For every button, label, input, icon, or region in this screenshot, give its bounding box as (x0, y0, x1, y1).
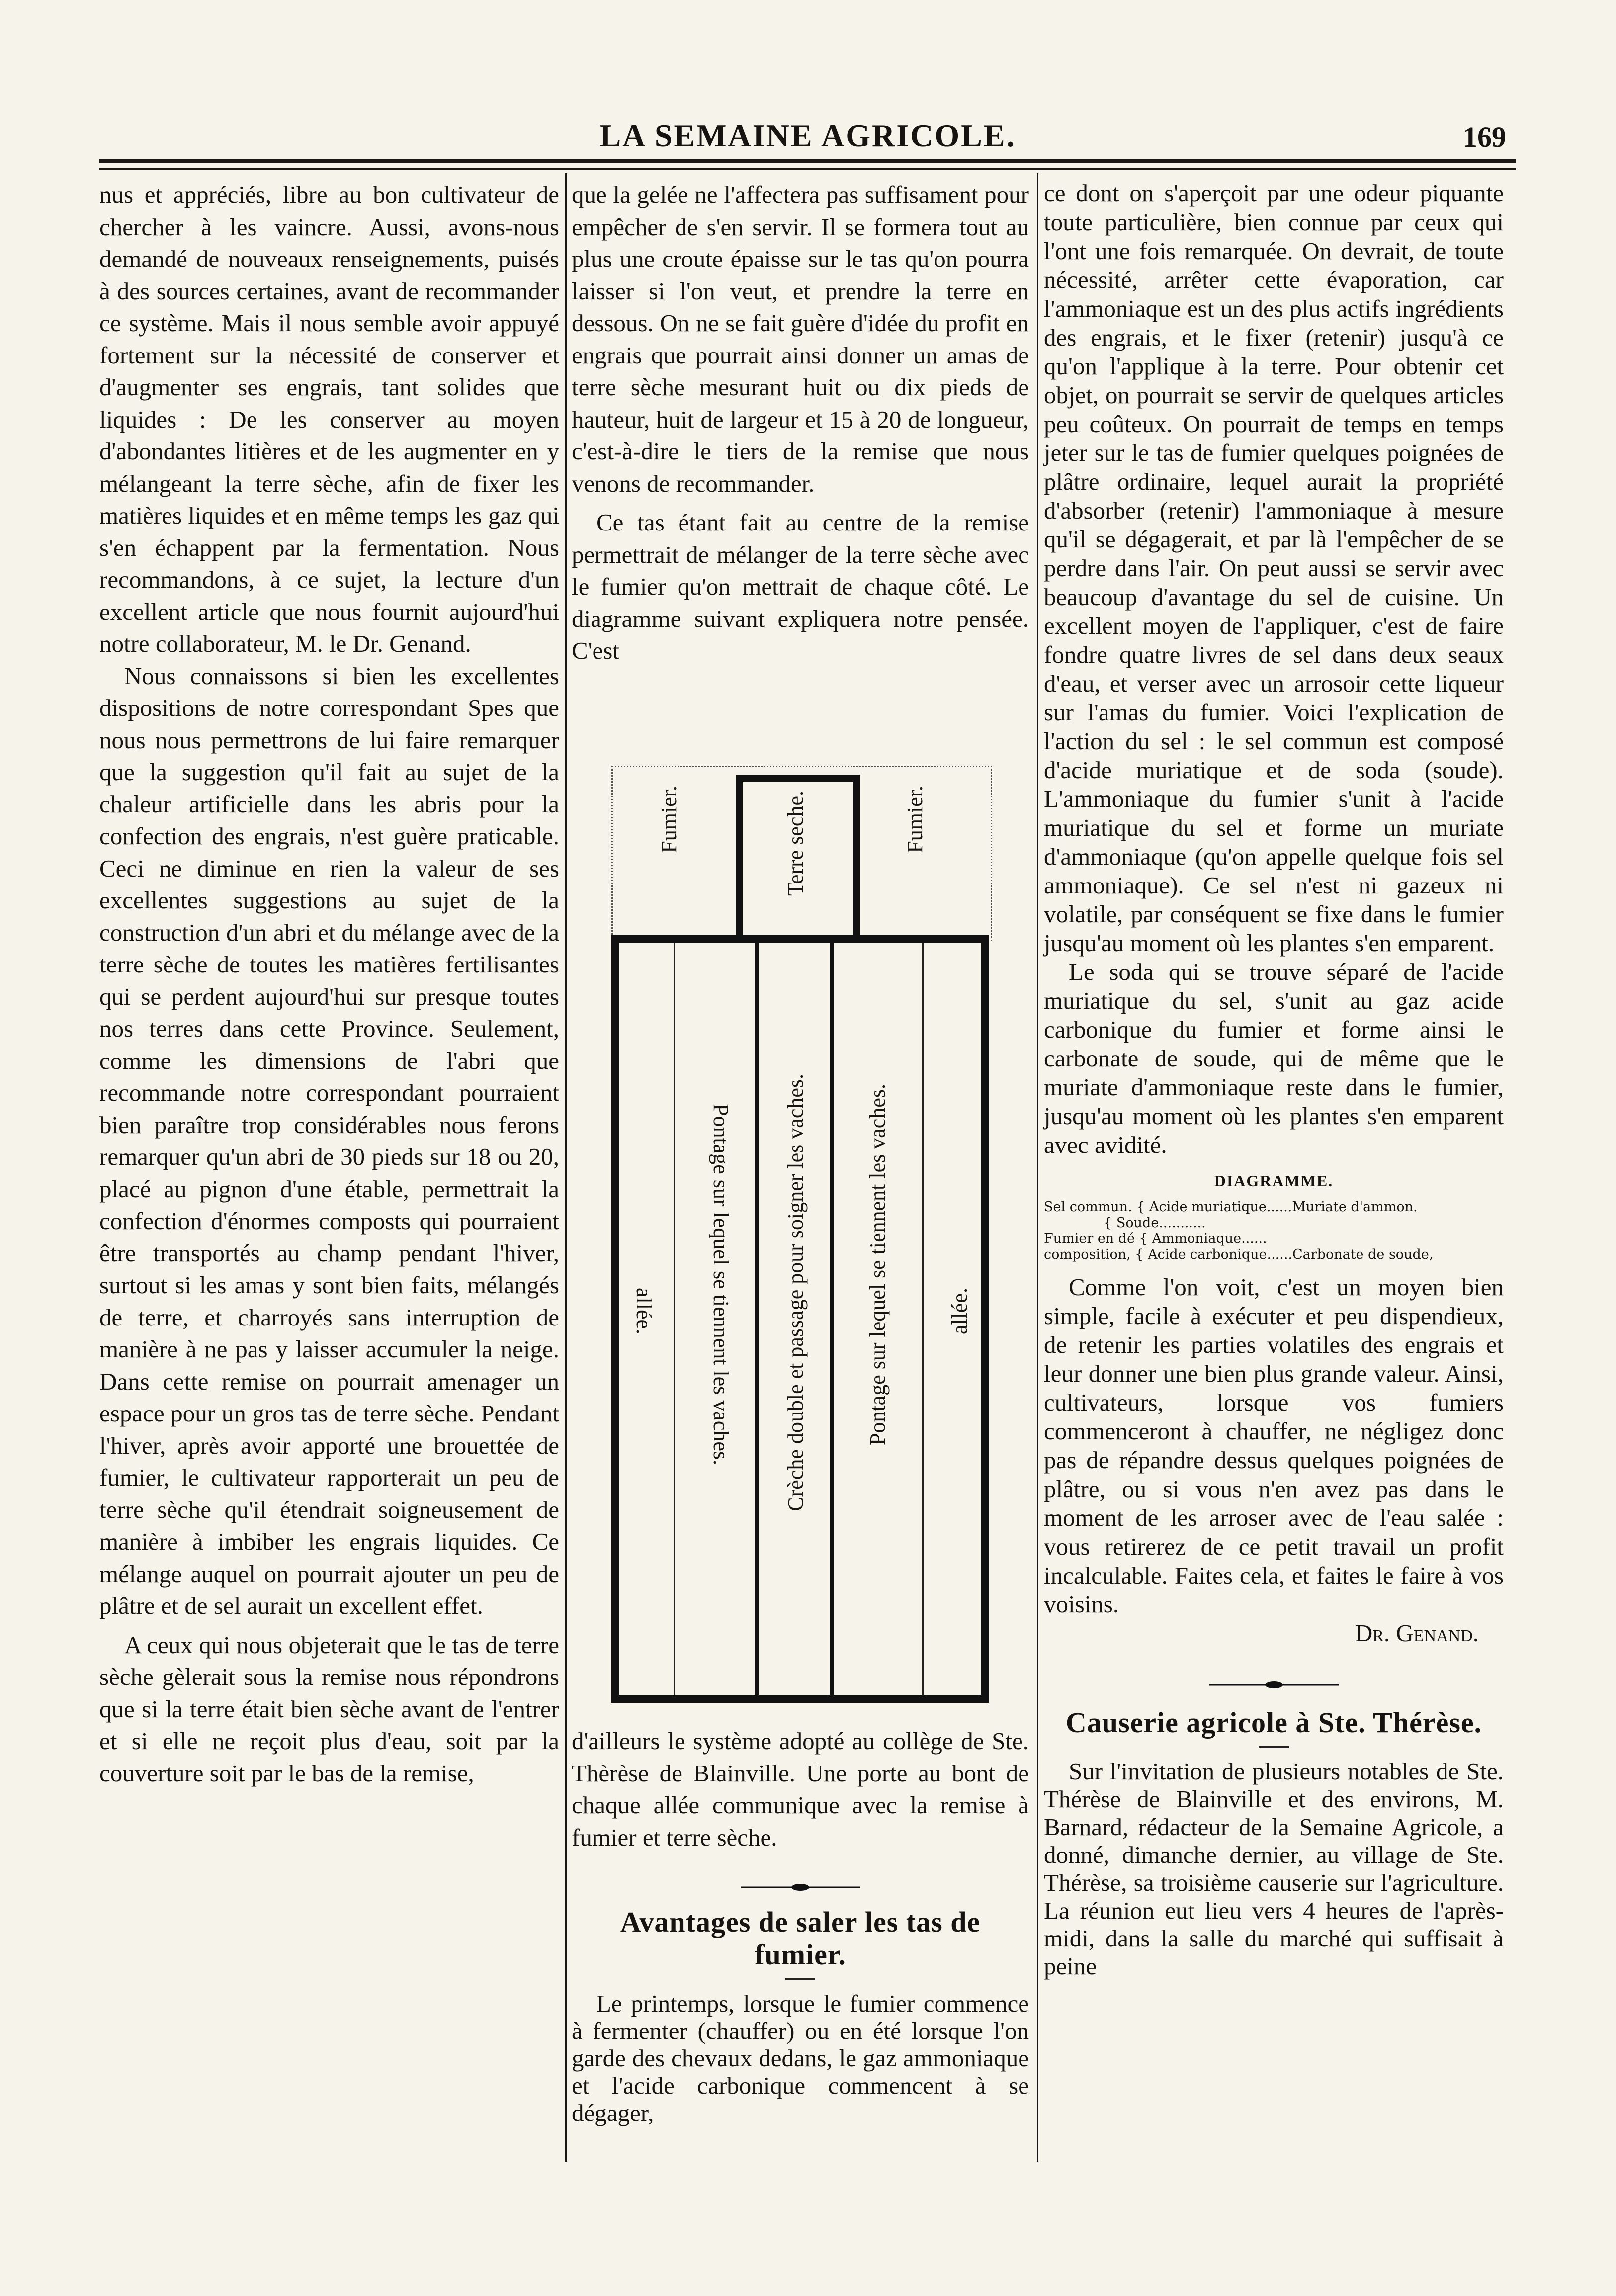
paragraph: Comme l'on voit, c'est un moyen bien simple, facile à exécuter et peu dispendieux, de retenir les parties volatiles des engrais et leur donner une bien plus grande valeur. Ainsi, cultivateurs, lorsque vos fumiers commenceront à chauffer, ne négligez donc pas de répandre dessus quelques poignées de plâtre, ou si vous n'en avez pas dans le moment de les arroser avec de l'eau salée : vous retirerez de ce petit travail un profit incalculable. Faites cela, et faites le faire à vos voisins. (1044, 1273, 1504, 1618)
paragraph: Le printemps, lorsque le fumier commence à fermenter (chauffer) ou en été lorsque l'on garde des chevaux dedans, le gaz ammoniaque et l'acide carbonique commencent à se dégager, (572, 1989, 1029, 2126)
inner-line (922, 943, 924, 1695)
column-2 (572, 179, 1029, 667)
paragraph: Ce tas étant fait au centre de la remise permettrait de mélanger de la terre sèche avec le fumier qu'on mettrait de chaque côté. Le diagramme suivant expliquera notre pensée. C'est (572, 509, 1029, 664)
chem-line: Fumier en dé { Ammoniaque...... (1044, 1231, 1267, 1246)
paragraph: A ceux qui nous objeterait que le tas de terre sèche gèlerait sous la remise nous répondrons que si la terre était bien sèche avant de l'entrer et si elle ne reçoit plus d'eau, soit par la couverture soit par le bas de la remise, (99, 1631, 559, 1787)
barn-bottom-wall (611, 1695, 989, 1703)
chem-line: composition, { Acide carbonique......Carbonate de soude, (1044, 1247, 1434, 1262)
paragraph: d'ailleurs le système adopté au collège de Ste. Thèrèse de Blainville. Une porte au bont de chaque allée communique avec la remise à fumier et terre sèche. (572, 1727, 1029, 1851)
chem-line: { Soude........... (1044, 1215, 1206, 1231)
box-top-edge (736, 775, 860, 782)
barn-diagram (572, 766, 1029, 1710)
section-separator (1044, 1668, 1504, 1696)
chem-line: Sel commun. { Acide muriatique......Muriate d'ammon. (1044, 1199, 1418, 1215)
title-dash (1259, 1746, 1289, 1748)
paragraph: nus et appréciés, libre au bon cultivateur de chercher à les vaincre. Aussi, avons-nous demandé de nouveaux renseignements, puisés à des sources certaines, avant de recommander ce système. Mais il nous semble avoir appuyé fortement sur la nécessité de conserver et d'augmenter ses engrais, tant solides que liquides : De les conserver au moyen d'abondantes litières et de les augmenter en y mélangeant la terre sèche, afin de fixer les matières liquides et en même temps les gaz qui s'en échappent par la fermentation. Nous recommandons, à ce sujet, la lecture d'un excellent article que nous fournit aujourd'hui notre collaborateur, M. le Dr. Genand. (99, 181, 559, 657)
box-right-edge (853, 775, 860, 939)
journal-title: LA SEMAINE AGRICOLE. (599, 118, 1016, 153)
label-pontage-left: Pontage sur lequel se tiennent les vaches. (709, 1104, 733, 1466)
label-creche: Crèche double et passage pour soigner les vaches. (783, 1074, 808, 1511)
paragraph: ce dont on s'aperçoit par une odeur piquante toute particulière, bien connue par ceux qui l'ont une fois remarquée. On devrait, de toute nécessité, arrêter cette évaporation, car l'ammoniaque est un des plus actifs ingrédients des engrais, et le fixer (retenir) jusqu'à ce qu'on l'applique à la terre. Pour obtenir cet objet, on pourrait se servir de quelques articles peu coûteux. On pourrait de temps en temps jeter sur le tas de fumier quelques poignées de plâtre ordinaire, lequel aurait la propriété d'absorber (retenir) l'ammoniaque à mesure qu'il se dégagerait, et par là l'empêcher de se perdre dans l'air. On peut aussi se servir avec beaucoup d'avantage du sel de cuisine. Un excellent moyen de l'appliquer, c'est de faire fondre quatre livres de sel dans deux seaux d'eau, et verser avec un arrosoir cette liqueur sur l'amas du fumier. Voici l'explication de l'action du sel : le sel commun est composé d'acide muriatique et de soda (soude). L'ammoniaque du fumier s'unit à l'acide muriatique du sel et forme un muriate d'ammoniaque (qu'on appelle quelque fois sel ammoniaque). Ce sel n'est ni gazeux ni volatile, par conséquent se fixe dans le fumier jusqu'au moment où les plantes s'en emparent. (1044, 179, 1504, 957)
article-title: Causerie agricole à Ste. Thérèse. (1065, 1706, 1482, 1739)
paragraph: que la gelée ne l'affectera pas suffisament pour empêcher de s'en servir. Il se formera tout au plus une croute épaisse sur le tas qu'on pourra laisser si l'on veut, et prendre la terre en dessous. On ne se fait guère d'idée du profit en engrais que pourrait ainsi donner un amas de terre sèche mesurant huit ou dix pieds de hauteur, huit de largeur et 15 à 20 de longueur, c'est-à-dire le tiers de la remise que nous venons de recommander. (572, 181, 1029, 497)
chem-diagram (1044, 1199, 1504, 1263)
paragraph: Sur l'invitation de plusieurs notables de Ste. Thérèse de Blainville et des environs, M. Barnard, rédacteur de la Semaine Agricole, a donné, dimanche dernier, au village de Ste. Thérèse, sa troisième causerie sur l'agriculture. La réunion eut lieu vers 4 heures de l'après-midi, dans la salle du marché qui suffisait à peine (1044, 1758, 1504, 1980)
column-2-continued (572, 1725, 1029, 2126)
header-rule-thick (99, 159, 1516, 163)
label-pontage-right: Pontage sur lequel se tiennent les vaches. (865, 1084, 890, 1446)
author-signature: Dr. Genand. (1355, 1619, 1479, 1647)
page-number: 169 (1463, 121, 1506, 153)
barn-top-wall (611, 935, 989, 943)
barn-left-wall (611, 935, 619, 1703)
column-divider-2 (1037, 173, 1038, 2162)
title-dash (785, 1978, 815, 1980)
box-left-edge (736, 775, 743, 939)
ornament-rule (741, 1882, 860, 1892)
column-3 (1044, 179, 1504, 1980)
header-rule-thin (99, 168, 1516, 170)
paragraph: Nous connaissons si bien les excellentes dispositions de notre correspondant Spes que nous nous permettrons de lui faire remarquer que la suggestion qu'il fait au sujet de la chaleur artificielle dans les abris pour la confection des engrais, n'est guère praticable. Ceci ne diminue en rien la valeur de ses excellentes suggestions au sujet de la construction d'un abri et du mélange avec de la terre sèche de toutes les matières fertilisantes qui se perdent aujourd'hui sur presque toutes nos terres dans cette Province. Seulement, comme les dimensions de l'abri que recommande notre correspondant pourraient bien paraître trop considérables nous ferons remarquer qu'un abri de 30 pieds sur 18 ou 20, placé au pignon d'une étable, permettrait la confection d'énormes composts qui pourraient être transportés au champ pendant l'hiver, surtout si les amas y sont bien faits, mélangés de terre, et charroyés sans interruption de manière à ne pas y laisser accumuler la neige. Dans cette remise on pourrait amenager un espace pour un gros tas de terre sèche. Pendant l'hiver, après avoir apporté une brouettée de fumier, le cultivateur rapporterait un peu de terre sèche qu'il étendrait soigneusement de manière à imbiber les engrais liquides. Ce mélange auquel on pourrait ajouter un peu de plâtre et de sel aurait un excellent effet. (99, 662, 559, 1619)
manger-wall-right (830, 943, 834, 1695)
article-title: Avantages de saler les tas de fumier. (620, 1905, 981, 1971)
label-allee-right: allée. (947, 1288, 972, 1335)
label-allee-left: allée. (632, 1288, 656, 1335)
manger-wall-left (755, 943, 759, 1695)
section-separator (572, 1868, 1029, 1901)
label-fumier-left: Fumier. (657, 786, 681, 853)
column-1 (99, 179, 559, 1789)
column-divider-1 (565, 173, 567, 2162)
ornament-rule (1209, 1680, 1339, 1690)
inner-line (674, 943, 675, 1695)
barn-right-wall (981, 935, 989, 1703)
label-terre-seche: Terre seche. (783, 791, 808, 896)
chem-diagram-title: DIAGRAMME. (1214, 1172, 1334, 1190)
label-fumier-right: Fumier. (903, 786, 927, 853)
paragraph: Le soda qui se trouve séparé de l'acide muriatique du sel, s'unit au gaz acide carbonique du fumier et forme ainsi le carbonate de soude, qui de même que le muriate d'ammoniaque reste dans le fumier, jusqu'au moment où les plantes s'en emparent avec avidité. (1044, 958, 1504, 1158)
page-header (99, 117, 1516, 157)
